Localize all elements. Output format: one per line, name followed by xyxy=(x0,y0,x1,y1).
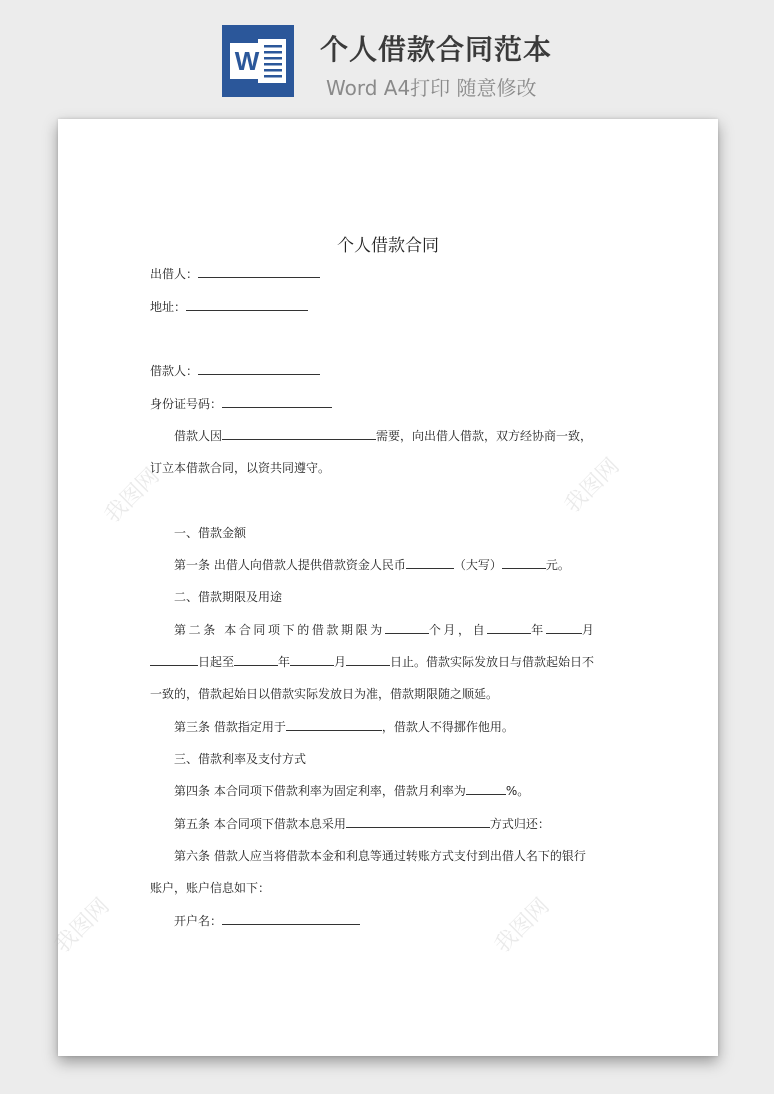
document-page xyxy=(50,119,718,1056)
article-4-text-b: %。 xyxy=(505,784,530,798)
article-5-text-a: 第五条 本合同项下借款本息采用 xyxy=(174,817,346,831)
article-6-line-2: 账户，账户信息如下： xyxy=(150,881,271,895)
header-title: 个人借款合同范本 xyxy=(320,33,553,66)
article-4 xyxy=(174,783,529,799)
borrow-reason-blank[interactable] xyxy=(222,428,376,440)
section-1-title: 一、借款金额 xyxy=(174,526,247,540)
term-months-blank[interactable] xyxy=(385,622,429,634)
watermark: 我图网 xyxy=(490,893,555,959)
article-1-text-a: 第一条 出借人向借款人提供借款资金人民币 xyxy=(174,558,406,572)
watermark: 我图网 xyxy=(50,893,115,959)
article-2-text-c: 年 xyxy=(531,623,546,637)
lender-blank[interactable] xyxy=(198,266,320,278)
borrower-line xyxy=(150,363,320,379)
article-5-text-b: 方式归还： xyxy=(489,817,550,831)
article-2-line-3: 一致的，借款起始日以借款实际发放日为准，借款期限随之顺延。 xyxy=(150,687,499,701)
header-subtitle: Word A4打印 随意修改 xyxy=(326,76,537,100)
borrower-blank[interactable] xyxy=(198,363,320,375)
article-6-line-1: 第六条 借款人应当将借款本金和利息等通过转账方式支付到出借人名下的银行 xyxy=(174,849,586,863)
section-2-title: 二、借款期限及用途 xyxy=(174,590,283,604)
account-name-blank[interactable] xyxy=(222,913,360,925)
article-3-text-b: ，借款人不得挪作他用。 xyxy=(381,720,514,734)
word-icon xyxy=(222,25,294,97)
watermark: 我图网 xyxy=(560,453,625,519)
interest-rate-blank[interactable] xyxy=(466,783,506,795)
word-icon-letter: W xyxy=(234,46,260,76)
start-day-blank[interactable] xyxy=(150,654,198,666)
document-title: 个人借款合同 xyxy=(337,236,439,256)
article-2-line-2 xyxy=(150,654,594,670)
lender-address-label: 地址： xyxy=(150,300,187,314)
purpose-blank[interactable] xyxy=(286,719,382,731)
id-number-line xyxy=(150,396,332,412)
article-2-text-g: 月 xyxy=(334,655,347,669)
article-1-text-b: （大写） xyxy=(453,558,502,572)
article-1-text-c: 元。 xyxy=(545,558,570,572)
article-4-text-a: 第四条 本合同项下借款利率为固定利率，借款月利率为 xyxy=(174,784,466,798)
borrower-label: 借款人： xyxy=(150,364,199,378)
lender-address-line xyxy=(150,299,308,315)
intro-line-1 xyxy=(174,428,592,444)
end-year-blank[interactable] xyxy=(234,654,278,666)
article-2-text-f: 年 xyxy=(278,655,291,669)
repayment-method-blank[interactable] xyxy=(346,816,490,828)
article-3 xyxy=(174,719,514,735)
lender-label: 出借人： xyxy=(150,267,199,281)
id-number-label: 身份证号码： xyxy=(150,397,223,411)
article-2-text-a: 第二条 本合同项下的借款期限为 xyxy=(174,623,385,637)
article-2-text-e: 日起至 xyxy=(198,655,235,669)
lender-line xyxy=(150,266,320,282)
intro-line-2: 订立本借款合同，以资共同遵守。 xyxy=(150,461,331,475)
end-month-blank[interactable] xyxy=(290,654,334,666)
account-name-line xyxy=(174,913,360,929)
article-3-text-a: 第三条 借款指定用于 xyxy=(174,720,286,734)
page-header xyxy=(0,0,774,110)
article-1 xyxy=(174,557,570,573)
lender-address-blank[interactable] xyxy=(186,299,308,311)
article-2-text-h: 日止。借款实际发放日与借款起始日不 xyxy=(390,655,595,669)
article-5 xyxy=(174,816,550,832)
intro-text-a: 借款人因 xyxy=(174,429,223,443)
amount-uppercase-blank[interactable] xyxy=(502,557,546,569)
article-2-line-1 xyxy=(174,622,596,638)
article-2-text-d: 月 xyxy=(581,623,597,637)
account-name-label: 开户名： xyxy=(174,914,223,928)
start-month-blank[interactable] xyxy=(546,622,582,634)
amount-blank[interactable] xyxy=(406,557,454,569)
watermark: 我图网 xyxy=(100,463,165,529)
article-2-text-b: 个月，自 xyxy=(428,623,488,637)
id-number-blank[interactable] xyxy=(222,396,332,408)
section-3-title: 三、借款利率及支付方式 xyxy=(174,752,307,766)
end-day-blank[interactable] xyxy=(346,654,390,666)
intro-text-b: 需要，向出借人借款，双方经协商一致， xyxy=(376,429,593,443)
start-year-blank[interactable] xyxy=(487,622,531,634)
